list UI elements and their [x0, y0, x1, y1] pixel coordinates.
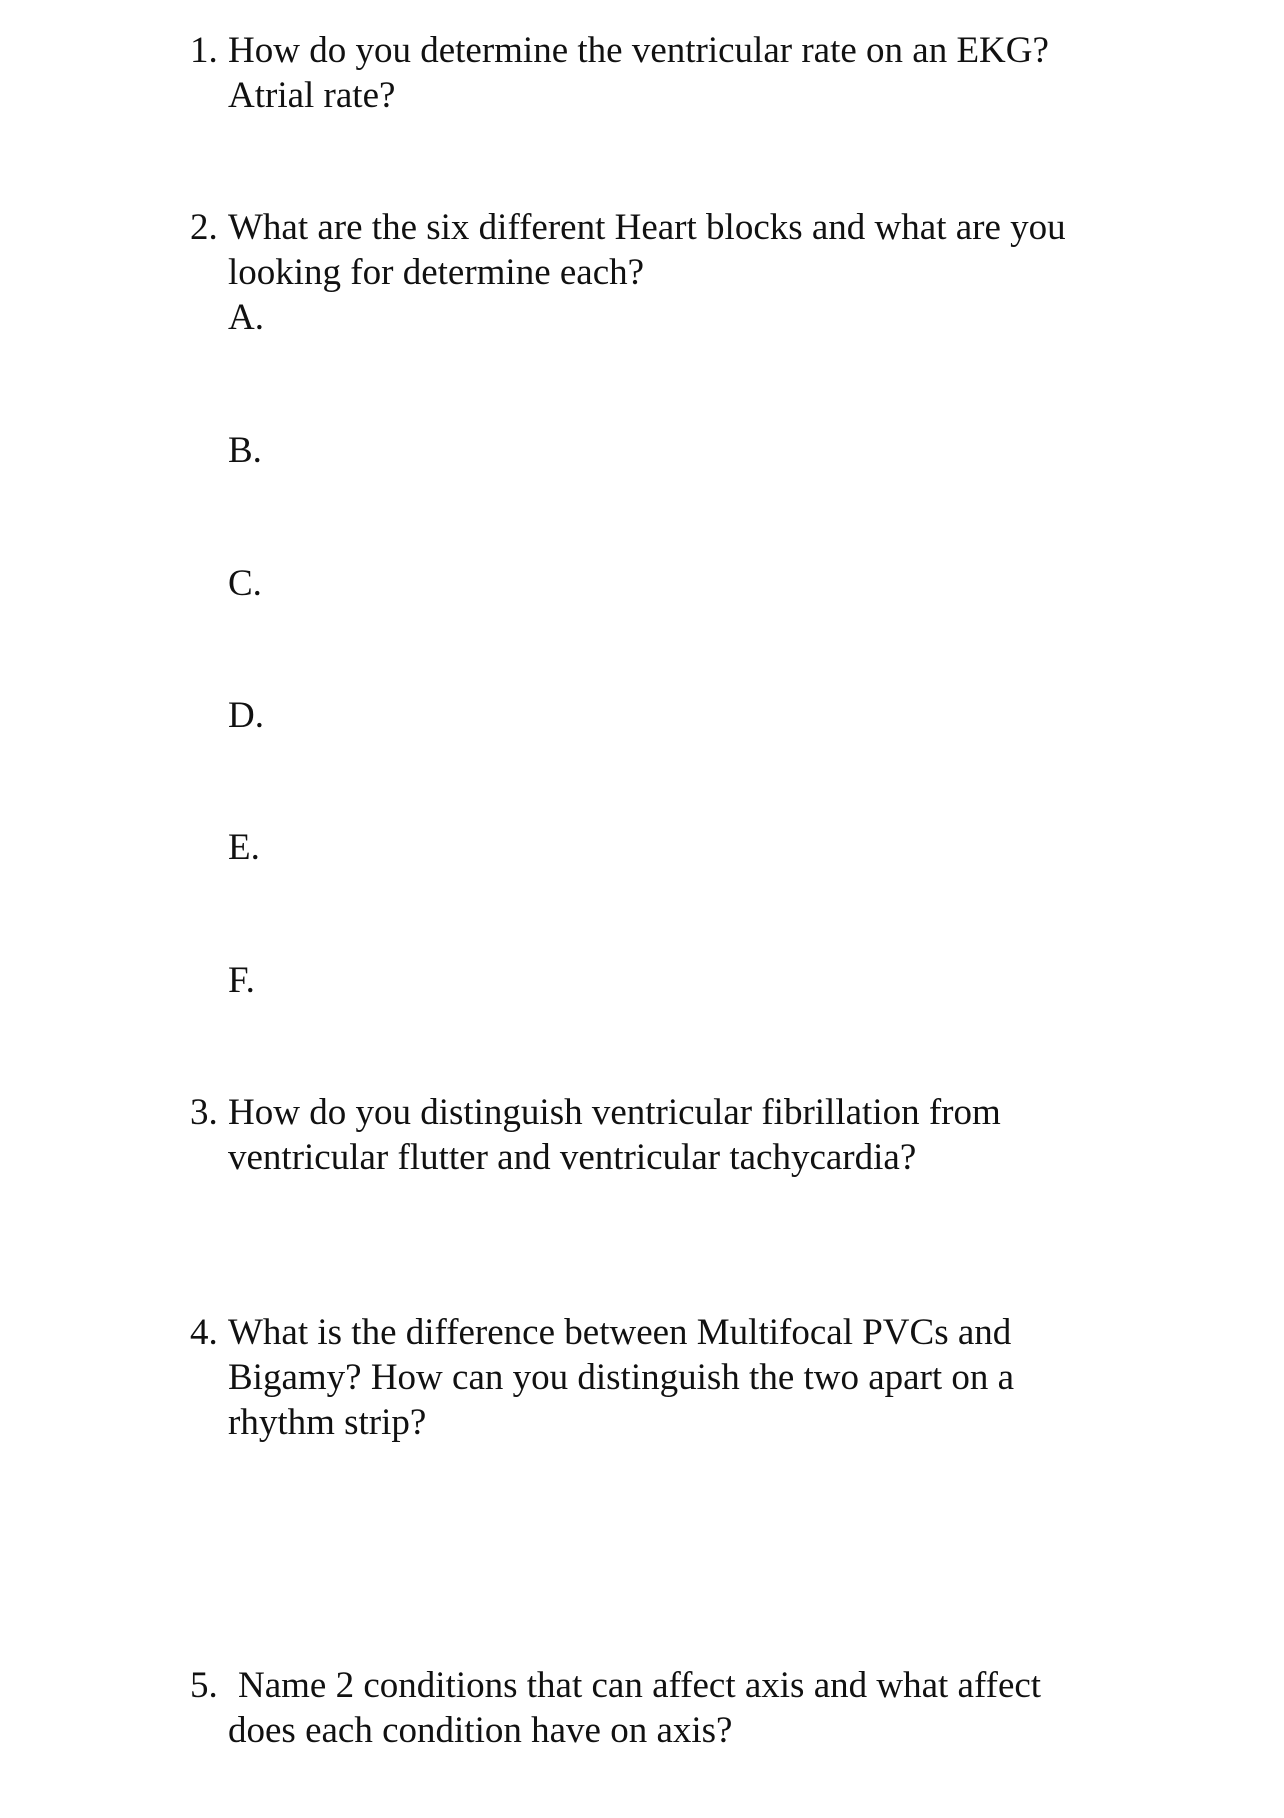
question-number: 4.	[190, 1312, 218, 1353]
question-4-line-3: rhythm strip?	[228, 1402, 427, 1443]
question-2-line-2: looking for determine each?	[228, 252, 645, 293]
question-5	[190, 1663, 1130, 1753]
question-3-line-1	[190, 1090, 1130, 1135]
sub-item-a: A.	[228, 297, 264, 338]
question-number: 3.	[190, 1092, 218, 1133]
question-3-line-2: ventricular flutter and ventricular tachycardia?	[228, 1137, 917, 1178]
question-2	[190, 205, 1130, 295]
question-number: 5.	[190, 1665, 218, 1706]
question-text: Name 2 conditions that can affect axis and what affect	[238, 1665, 1042, 1706]
question-2-line-1	[190, 205, 1130, 250]
question-3	[190, 1090, 1130, 1180]
sub-item-f: F.	[228, 960, 255, 1001]
question-text: What are the six different Heart blocks and what are you	[228, 207, 1066, 248]
sub-item-e: E.	[228, 827, 260, 868]
question-text: What is the difference between Multifocal PVCs and	[228, 1312, 1012, 1353]
question-4-line-2: Bigamy? How can you distinguish the two apart on a	[228, 1357, 1015, 1398]
question-1-line-2: Atrial rate?	[228, 75, 396, 116]
sub-item-c: C.	[228, 563, 262, 604]
question-1	[190, 28, 1130, 118]
question-text: How do you distinguish ventricular fibrillation from	[228, 1092, 1001, 1133]
sub-item-d: D.	[228, 695, 264, 736]
question-5-line-2: does each condition have on axis?	[228, 1710, 733, 1751]
question-4	[190, 1310, 1130, 1445]
question-4-line-1	[190, 1310, 1130, 1355]
question-5-line-1	[190, 1663, 1130, 1708]
question-number: 2.	[190, 207, 218, 248]
question-1-line-1	[190, 28, 1130, 73]
sub-item-b: B.	[228, 430, 262, 471]
question-number: 1.	[190, 30, 218, 71]
question-text: How do you determine the ventricular rate on an EKG?	[228, 30, 1049, 71]
